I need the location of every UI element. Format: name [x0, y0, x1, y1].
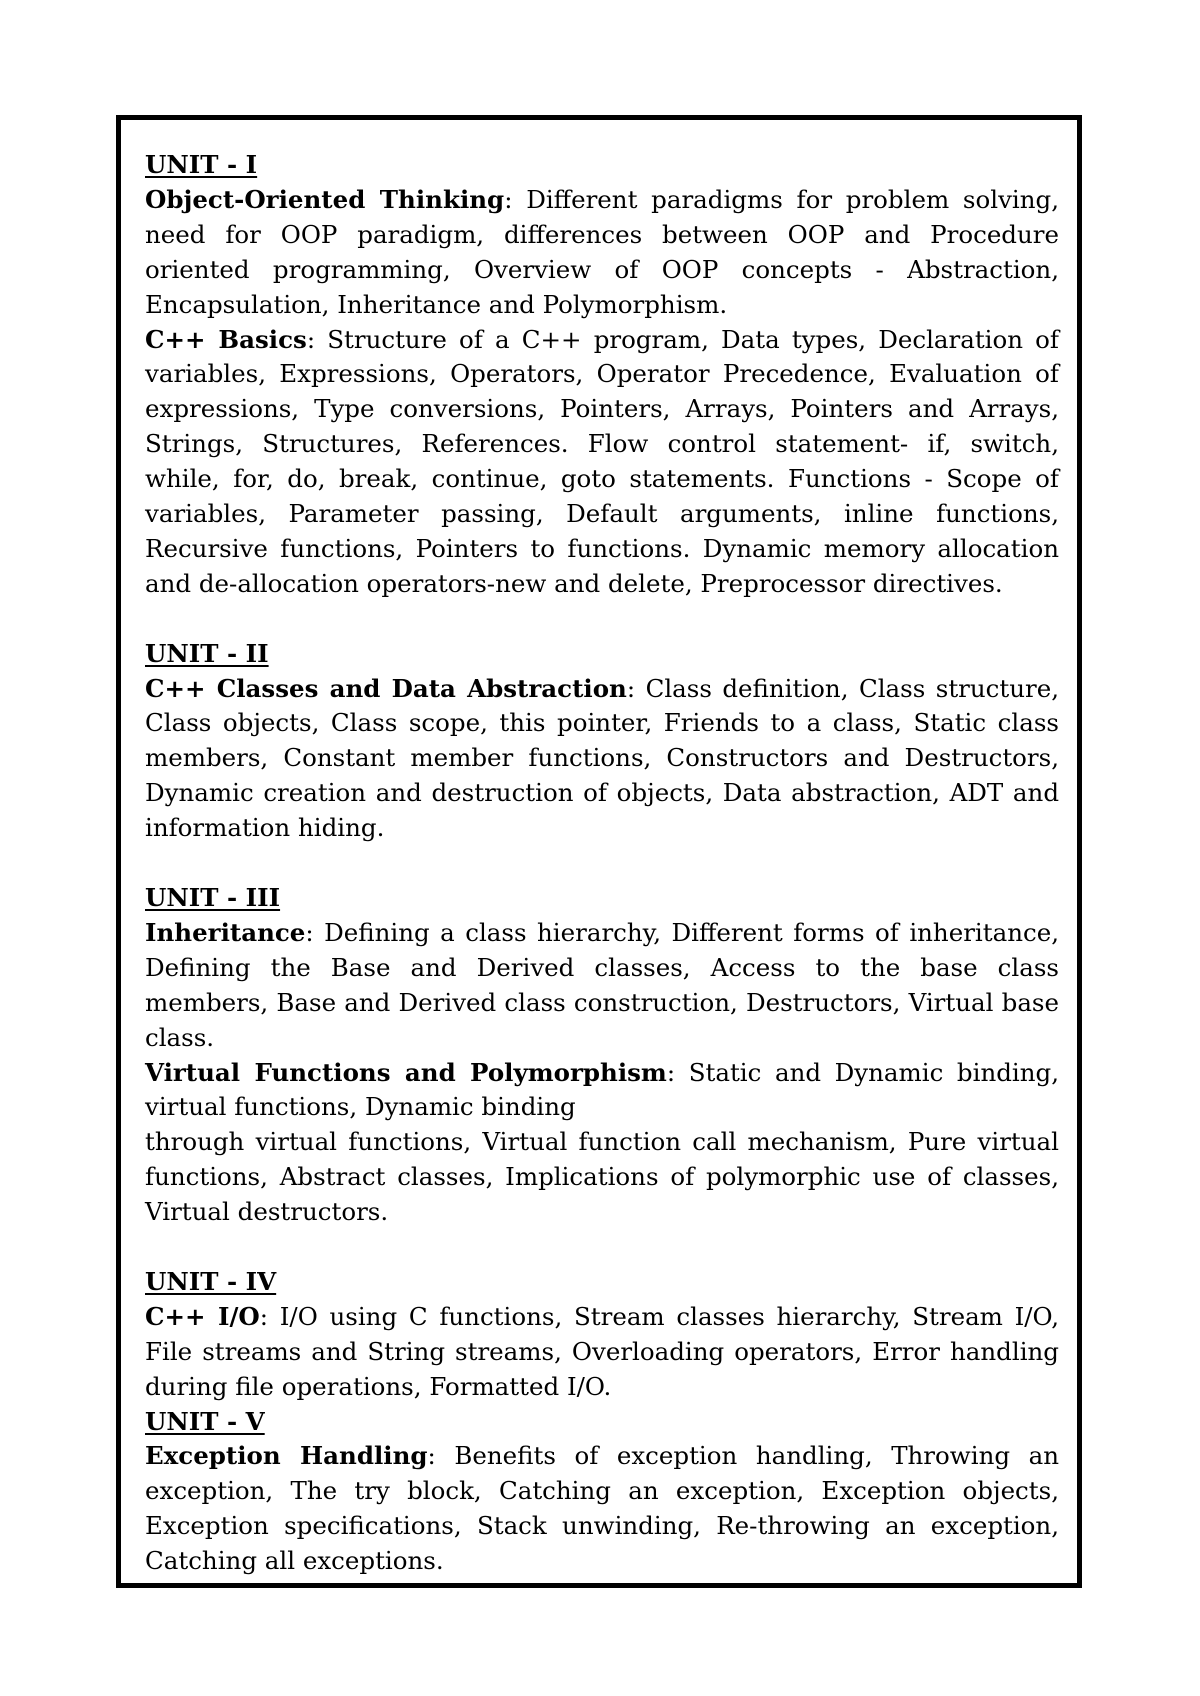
unit-1-heading: UNIT - I: [145, 150, 258, 179]
topic-term: Object-Oriented Thinking: [145, 184, 505, 214]
topic-term: Inheritance: [145, 917, 306, 947]
topic-text: : Structure of a C++ program, Data types, Declaration of variables, Expressions, Operators, Operator Precedence, Evaluation of expressions, Type conversions, Pointers, Arrays, Pointers and Arrays, Strings, Structures, References. Flow control statement- if, switch, while, for, do, break, continue, goto statements. Functions - Scope of variables, Parameter passing, Default arguments, inline functions, Recursive functions, Pointers to functions. Dynamic memory allocation and de-allocation operators-new and delete, Preprocessor directives.: [145, 324, 1059, 598]
topic-term: C++ Classes and Data Abstraction: [145, 673, 627, 703]
unit-4-paragraph-io: [145, 1300, 1059, 1405]
unit-2-heading: UNIT - II: [145, 638, 269, 668]
unit-3-paragraph-virtual-functions-continued: [145, 1125, 1059, 1230]
topic-text: : Defining a class hierarchy, Different forms of inheritance, Defining the Base and Derived classes, Access to the base class members, Base and Derived class construction, Destructors, Virtual base class.: [145, 917, 1059, 1052]
topic-text: : Different paradigms for problem solving, need for OOP paradigm, differences between OOP and Procedure oriented programming, Overview of OOP concepts - Abstraction, Encapsulation, Inheritance and Polymorphism.: [145, 184, 1059, 319]
unit-1-paragraph-oop-thinking: [145, 183, 1059, 323]
syllabus-content: [145, 148, 1059, 1579]
topic-term: C++ Basics: [145, 324, 307, 354]
unit-5-heading: UNIT - V: [145, 1406, 265, 1436]
topic-term: Virtual Functions and Polymorphism: [145, 1057, 667, 1087]
unit-1-paragraph-cpp-basics: [145, 323, 1059, 602]
unit-3-paragraph-virtual-functions: [145, 1056, 1059, 1126]
topic-text: : I/O using C functions, Stream classes hierarchy, Stream I/O, File streams and String streams, Overloading operators, Error handling during file operations, Formatted I/O.: [145, 1301, 1059, 1401]
topic-term: Exception Handling: [145, 1441, 428, 1471]
topic-text: : Benefits of exception handling, Throwing an exception, The try block, Catching an exception, Exception objects, Exception specifications, Stack unwinding, Re-throwing an exception, Catching all exceptions.: [145, 1441, 1059, 1576]
topic-term: C++ I/O: [145, 1301, 260, 1331]
unit-3-paragraph-inheritance: [145, 916, 1059, 1056]
unit-3-heading: UNIT - III: [145, 883, 281, 912]
unit-5-paragraph-exceptions: [145, 1439, 1059, 1579]
topic-text: : Static and Dynamic binding, virtual functions, Dynamic binding: [145, 1057, 1059, 1122]
unit-2-paragraph-classes: [145, 672, 1059, 847]
topic-text: through virtual functions, Virtual function call mechanism, Pure virtual functions, Abstract classes, Implications of polymorphic use of classes, Virtual destructors.: [145, 1127, 1059, 1227]
section-spacer: [145, 1230, 1059, 1265]
topic-text: : Class definition, Class structure, Class objects, Class scope, this pointer, Friends to a class, Static class members, Constant member functions, Constructors and Destructors, Dynamic creation and destruction of objects, Data abstraction, ADT and information hiding.: [145, 673, 1059, 843]
unit-4-heading: UNIT - IV: [145, 1266, 277, 1296]
section-spacer: [145, 602, 1059, 637]
section-spacer: [145, 846, 1059, 881]
